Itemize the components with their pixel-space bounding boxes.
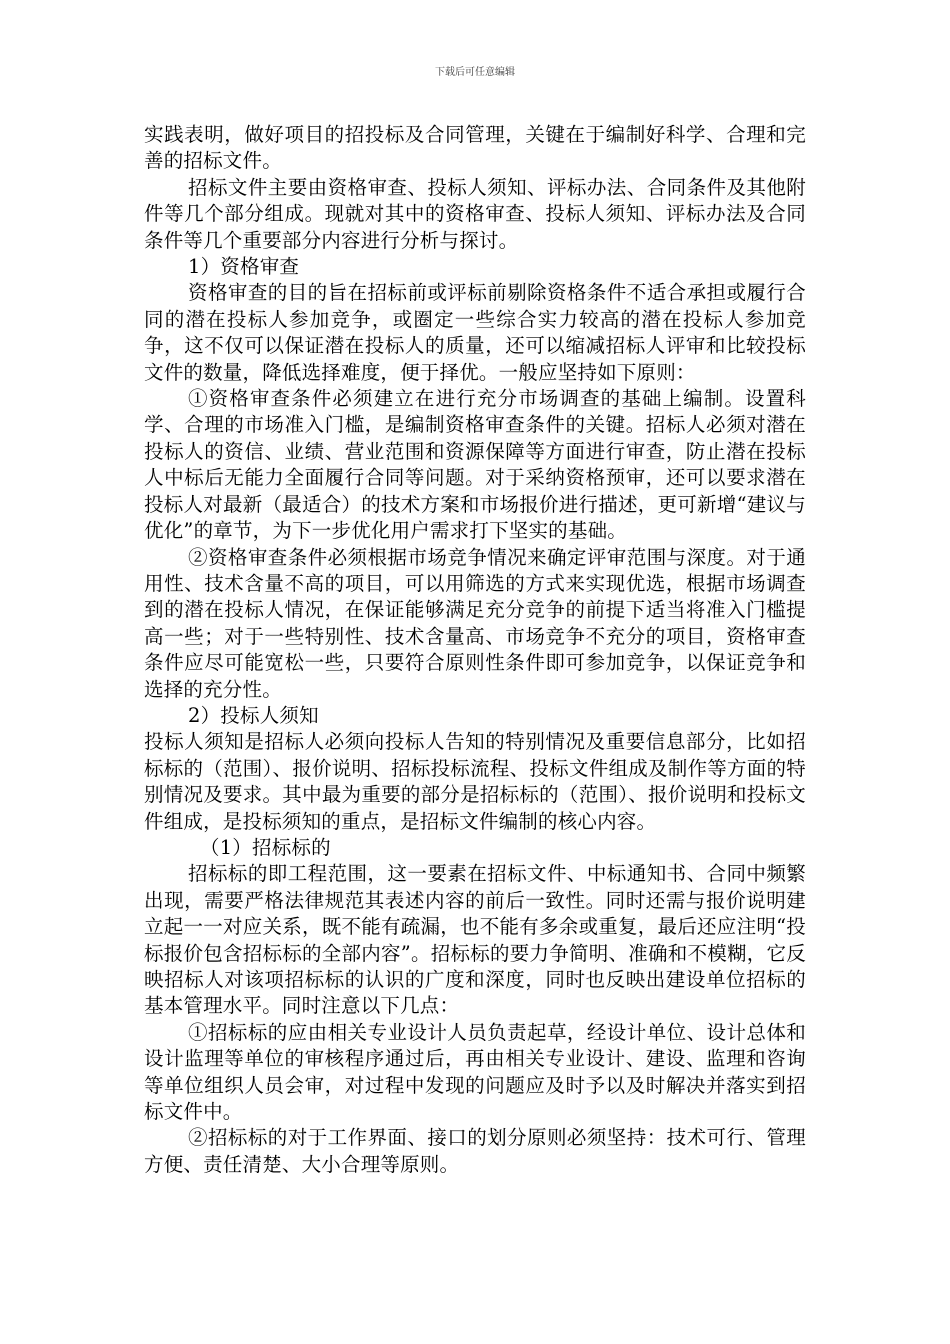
subsection-heading-tender-object: （1）招标标的 [200, 835, 331, 859]
page-header: 下载后可任意编辑 [435, 67, 515, 78]
paragraph-intro: 实践表明，做好项目的招投标及合同管理，关键在于编制好科学、合理和完善的招标文件。 [144, 123, 806, 173]
paragraph-bidder-notice: 投标人须知是招标人必须向投标人告知的特别情况及重要信息部分，比如招标标的（范围）、报价说明、招标投标流程、投标文件组成及制作等方面的特别情况及要求。其中最为重要的部分是招标标的（范围）、报价说明和投标文件组成，是投标须知的重点，是招标文件编制的核心内容。 [144, 730, 806, 833]
paragraph-tender-object-point-2: ②招标标的对于工作界面、接口的划分原则必须坚持：技术可行、管理方便、责任清楚、大小合理等原则。 [144, 1126, 806, 1176]
paragraph-qualification-rule-1: ①资格审查条件必须建立在进行充分市场调查的基础上编制。设置科学、合理的市场准入门槛，是编制资格审查条件的关键。招标人必须对潜在投标人的资信、业绩、营业范围和资源保障等方面进行审查，防止潜在投标人中标后无能力全面履行合同等问题。对于采纳资格预审，还可以要求潜在投标人对最新（最适合）的技术方案和市场报价进行描述，更可新增“建议与优化”的章节，为下一步优化用户需求打下坚实的基础。 [144, 387, 806, 543]
paragraph-qualification-rule-2: ②资格审查条件必须根据市场竞争情况来确定评审范围与深度。对于通用性、技术含量不高的项目，可以用筛选的方式来实现优选，根据市场调查到的潜在投标人情况，在保证能够满足充分竞争的前提下适当将准入门槛提高一些；对于一些特别性、技术含量高、市场竞争不充分的项目，资格审查条件应尽可能宽松一些，只要符合原则性条件即可参加竞争，以保证竞争和选择的充分性。 [144, 545, 806, 701]
paragraph-qualification-purpose: 资格审查的目的旨在招标前或评标前剔除资格条件不适合承担或履行合同的潜在投标人参加竞争，或圈定一些综合实力较高的潜在投标人参加竞争，这不仅可以保证潜在投标人的质量，还可以缩减招标人评审和比较投标文件的数量，降低选择难度，便于择优。一般应坚持如下原则： [144, 281, 806, 384]
section-heading-qualification: 1）资格审查 [188, 255, 300, 279]
section-heading-bidder-notice: 2）投标人须知 [188, 703, 319, 727]
document-body [144, 122, 806, 1178]
paragraph-tender-object: 招标标的即工程范围，这一要素在招标文件、中标通知书、合同中频繁出现，需要严格法律规范其表述内容的前后一致性。同时还需与报价说明建立起一一对应关系，既不能有疏漏，也不能有多余或重复，最后还应注明“投标报价包含招标标的全部内容”。招标标的要力争简明、准确和不模糊，它反映招标人对该项招标标的认识的广度和深度，同时也反映出建设单位招标的基本管理水平。同时注意以下几点： [144, 862, 806, 1018]
paragraph-overview: 招标文件主要由资格审查、投标人须知、评标办法、合同条件及其他附件等几个部分组成。现就对其中的资格审查、投标人须知、评标办法及合同条件等几个重要部分内容进行分析与探讨。 [144, 175, 806, 252]
paragraph-tender-object-point-1: ①招标标的应由相关专业设计人员负责起草，经设计单位、设计总体和设计监理等单位的审核程序通过后，再由相关专业设计、建设、监理和咨询等单位组织人员会审，对过程中发现的问题应及时予以及时解决并落实到招标文件中。 [144, 1020, 806, 1124]
